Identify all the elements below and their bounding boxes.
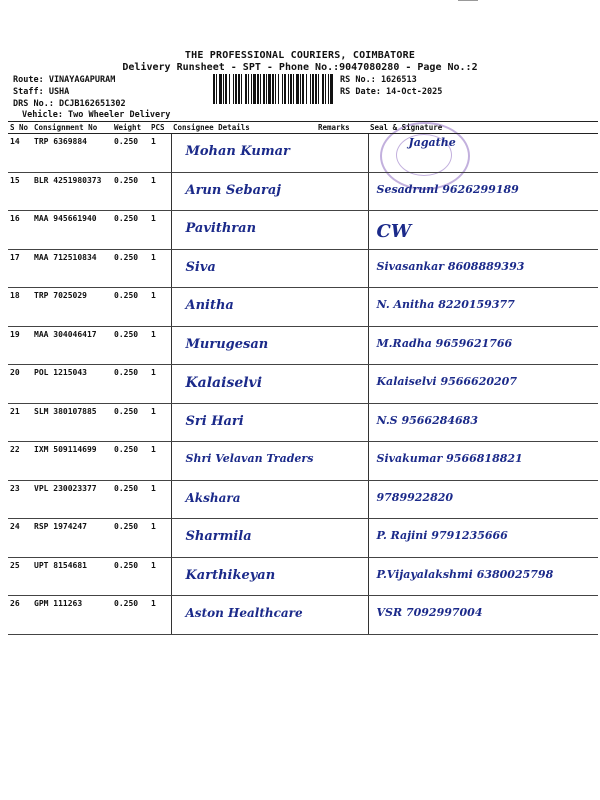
barcode-bar — [296, 74, 299, 104]
handwritten-signature: N. Anitha 8220159377 — [376, 298, 515, 311]
cell-pcs: 1 — [149, 596, 171, 635]
barcode-bar — [216, 74, 217, 104]
barcode-bar — [330, 74, 333, 104]
cell-pcs: 1 — [149, 480, 171, 519]
barcode-bar — [315, 74, 317, 104]
cell-consignment: VPL 230023377 — [32, 480, 112, 519]
cell-weight: 0.250 — [112, 326, 149, 365]
cell-seal — [368, 134, 598, 173]
barcode-bar — [241, 74, 242, 104]
barcode-bar — [233, 74, 234, 104]
cell-weight: 0.250 — [112, 365, 149, 404]
cell-seal — [368, 288, 598, 327]
cell-remarks — [316, 442, 368, 481]
barcode-bar — [293, 74, 294, 104]
barcode-bar — [325, 74, 326, 104]
cell-weight: 0.250 — [112, 557, 149, 596]
table-row — [8, 557, 598, 596]
col-remarks: Remarks — [316, 122, 368, 134]
cell-pcs: 1 — [149, 134, 171, 173]
company-title: THE PROFESSIONAL COURIERS, COIMBATORE — [184, 50, 416, 61]
cell-pcs: 1 — [149, 442, 171, 481]
route-label: Route: VINAYAGAPURAM — [13, 75, 116, 85]
cell-sno: 21 — [8, 403, 32, 442]
cell-weight: 0.250 — [112, 403, 149, 442]
cell-sno: 23 — [8, 480, 32, 519]
col-consignee: Consignee Details — [171, 122, 316, 134]
cell-pcs: 1 — [149, 365, 171, 404]
cell-pcs: 1 — [149, 403, 171, 442]
cell-consignment: MAA 945661940 — [32, 211, 112, 250]
barcode-bar — [213, 74, 215, 104]
cell-pcs: 1 — [149, 557, 171, 596]
cell-consignee — [171, 596, 316, 635]
handwritten-consignee-name: Mohan Kumar — [185, 144, 290, 159]
table-row — [8, 519, 598, 558]
handwritten-signature: N.S 9566284683 — [376, 413, 478, 427]
handwritten-consignee-name: Siva — [185, 259, 216, 275]
cell-consignment: MAA 304046417 — [32, 326, 112, 365]
handwritten-consignee-name: Sharmila — [185, 529, 252, 544]
table-row — [8, 480, 598, 519]
barcode-bar — [248, 74, 249, 104]
handwritten-consignee-name: Sri Hari — [185, 413, 244, 429]
cell-remarks — [316, 403, 368, 442]
cell-pcs: 1 — [149, 249, 171, 288]
vehicle-label: Vehicle: Two Wheeler Delivery — [22, 110, 171, 120]
cell-consignee — [171, 211, 316, 250]
cell-remarks — [316, 211, 368, 250]
handwritten-signature: 9789922820 — [376, 490, 454, 504]
col-pcs: PCS — [149, 122, 171, 134]
cell-consignment: TRP 6369884 — [32, 134, 112, 173]
handwritten-signature: CW — [376, 221, 412, 242]
handwritten-consignee-name: Karthikeyan — [185, 567, 276, 583]
table-row — [8, 172, 598, 211]
table-row — [8, 249, 598, 288]
cell-sno: 16 — [8, 211, 32, 250]
rs-number: RS No.: 1626513 — [340, 75, 417, 85]
cell-sno: 24 — [8, 519, 32, 558]
cell-consignment: SLM 380107885 — [32, 403, 112, 442]
col-seal: Seal & Signature — [368, 122, 598, 134]
barcode-bar — [266, 74, 267, 104]
barcode-bar — [253, 74, 256, 104]
cell-consignment: UPT 8154681 — [32, 557, 112, 596]
cell-consignment: RSP 1974247 — [32, 519, 112, 558]
cell-consignee — [171, 557, 316, 596]
rs-date: RS Date: 14-Oct-2025 — [340, 87, 443, 97]
cell-seal — [368, 326, 598, 365]
barcode-bar — [284, 74, 286, 104]
cell-remarks — [316, 134, 368, 173]
cell-seal — [368, 596, 598, 635]
col-sno: S No — [8, 122, 32, 134]
col-weight: Weight — [112, 122, 149, 134]
cell-seal — [368, 403, 598, 442]
cell-seal — [368, 442, 598, 481]
cell-consignment: IXM 509114699 — [32, 442, 112, 481]
cell-remarks — [316, 596, 368, 635]
handwritten-signature: Sivasankar 8608889393 — [376, 259, 525, 273]
barcode-bar — [328, 74, 329, 104]
handwritten-signature: Jagathe — [408, 136, 456, 149]
barcode-bar — [290, 74, 292, 104]
handwritten-consignee-name: Aston Healthcare — [185, 606, 303, 620]
cell-seal — [368, 519, 598, 558]
cell-weight: 0.250 — [112, 249, 149, 288]
barcode-bar — [302, 74, 304, 104]
cell-consignee — [171, 249, 316, 288]
barcode-bar — [245, 74, 247, 104]
cell-weight: 0.250 — [112, 442, 149, 481]
barcode-bar — [260, 74, 261, 104]
table-row — [8, 211, 598, 250]
staff-label: Staff: USHA — [13, 87, 70, 97]
barcode-bar — [288, 74, 289, 104]
table-row — [8, 403, 598, 442]
page-corner-mark — [458, 0, 478, 13]
cell-seal — [368, 557, 598, 596]
cell-remarks — [316, 249, 368, 288]
cell-remarks — [316, 288, 368, 327]
table-row — [8, 365, 598, 404]
handwritten-signature: Sesadrunl 9626299189 — [376, 182, 519, 196]
cell-remarks — [316, 480, 368, 519]
handwritten-consignee-name: Arun Sebaraj — [185, 182, 282, 198]
table-row — [8, 288, 598, 327]
handwritten-signature: VSR 7092997004 — [376, 606, 483, 619]
barcode-bar — [322, 74, 324, 104]
cell-remarks — [316, 557, 368, 596]
cell-sno: 25 — [8, 557, 32, 596]
cell-weight: 0.250 — [112, 519, 149, 558]
runsheet-table — [8, 121, 598, 635]
handwritten-signature: Sivakumar 9566818821 — [376, 452, 523, 465]
cell-remarks — [316, 365, 368, 404]
table-row — [8, 326, 598, 365]
cell-consignment: MAA 712510834 — [32, 249, 112, 288]
cell-weight: 0.250 — [112, 134, 149, 173]
handwritten-consignee-name: Shri Velavan Traders — [185, 452, 314, 465]
cell-consignment: GPM 111263 — [32, 596, 112, 635]
barcode-bar — [272, 74, 274, 104]
cell-remarks — [316, 172, 368, 211]
barcode-bar — [225, 74, 227, 104]
cell-weight: 0.250 — [112, 211, 149, 250]
cell-weight: 0.250 — [112, 596, 149, 635]
barcode-bar — [282, 74, 283, 104]
cell-weight: 0.250 — [112, 288, 149, 327]
barcode-bar — [219, 74, 222, 104]
cell-sno: 22 — [8, 442, 32, 481]
cell-weight: 0.250 — [112, 480, 149, 519]
barcode-bar — [306, 74, 307, 104]
barcode-bar — [238, 74, 240, 104]
cell-seal — [368, 480, 598, 519]
cell-pcs: 1 — [149, 172, 171, 211]
handwritten-consignee-name: Murugesan — [185, 336, 269, 352]
barcode-bar — [223, 74, 224, 104]
handwritten-signature: P.Vijayalakshmi 6380025798 — [376, 567, 554, 581]
cell-consignee — [171, 365, 316, 404]
cell-seal — [368, 211, 598, 250]
handwritten-consignee-name: Anitha — [185, 298, 234, 313]
cell-sno: 17 — [8, 249, 32, 288]
barcode-bar — [263, 74, 265, 104]
runsheet-subtitle: Delivery Runsheet - SPT - Phone No.:9047080280 - Page No.:2 — [122, 62, 478, 73]
cell-consignee — [171, 480, 316, 519]
handwritten-signature: Kalaiselvi 9566620207 — [376, 375, 517, 388]
cell-consignment: POL 1215043 — [32, 365, 112, 404]
handwritten-signature: P. Rajini 9791235666 — [376, 529, 508, 542]
table-header-row — [8, 122, 598, 134]
cell-consignment: BLR 4251980373 — [32, 172, 112, 211]
handwritten-consignee-name: Pavithran — [185, 221, 257, 236]
cell-consignee — [171, 442, 316, 481]
barcode-bar — [275, 74, 276, 104]
col-consignment: Consignment No — [32, 122, 112, 134]
cell-seal — [368, 365, 598, 404]
barcode-bar — [229, 74, 230, 104]
cell-sno: 26 — [8, 596, 32, 635]
cell-pcs: 1 — [149, 519, 171, 558]
cell-pcs: 1 — [149, 288, 171, 327]
table-row — [8, 442, 598, 481]
cell-remarks — [316, 326, 368, 365]
cell-sno: 15 — [8, 172, 32, 211]
table-row — [8, 596, 598, 635]
cell-remarks — [316, 519, 368, 558]
cell-consignee — [171, 403, 316, 442]
cell-sno: 14 — [8, 134, 32, 173]
cell-consignee — [171, 519, 316, 558]
cell-consignee — [171, 134, 316, 173]
barcode-bar — [300, 74, 301, 104]
barcode-bar — [235, 74, 237, 104]
barcode-bar — [278, 74, 279, 104]
cell-pcs: 1 — [149, 326, 171, 365]
cell-consignment: TRP 7025029 — [32, 288, 112, 327]
drs-number: DRS No.: DCJB162651302 — [13, 99, 126, 109]
cell-sno: 18 — [8, 288, 32, 327]
cell-weight: 0.250 — [112, 172, 149, 211]
barcode-bar — [257, 74, 259, 104]
handwritten-consignee-name: Akshara — [185, 490, 241, 505]
handwritten-signature: M.Radha 9659621766 — [376, 336, 513, 350]
cell-consignee — [171, 172, 316, 211]
barcode-bar — [318, 74, 319, 104]
cell-consignee — [171, 288, 316, 327]
barcode-bar — [312, 74, 314, 104]
cell-pcs: 1 — [149, 211, 171, 250]
barcode-bar — [310, 74, 311, 104]
barcode-bar — [251, 74, 252, 104]
barcode-icon — [213, 74, 335, 104]
cell-sno: 19 — [8, 326, 32, 365]
table-row — [8, 134, 598, 173]
handwritten-consignee-name: Kalaiselvi — [185, 375, 263, 391]
barcode-bar — [268, 74, 271, 104]
cell-consignee — [171, 326, 316, 365]
cell-seal — [368, 249, 598, 288]
cell-seal — [368, 172, 598, 211]
cell-sno: 20 — [8, 365, 32, 404]
